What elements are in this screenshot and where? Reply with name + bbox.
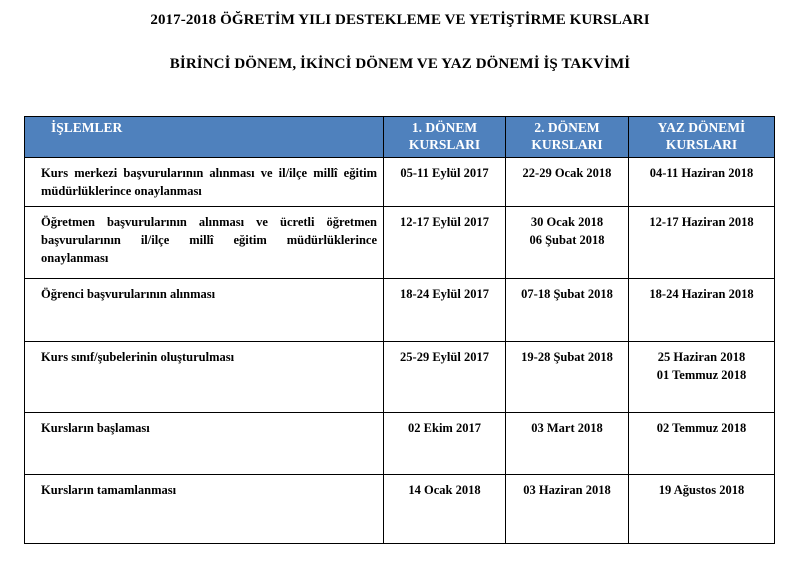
- header-row: [25, 117, 775, 158]
- donem1-date-cell: [384, 207, 506, 279]
- date-text: 18-24 Eylül 2017: [400, 287, 489, 301]
- donem2-date-cell: [506, 475, 629, 544]
- date-text: 19-28 Şubat 2018: [521, 350, 613, 364]
- date-text: 03 Haziran 2018: [523, 483, 611, 497]
- donem2-date-cell: [506, 413, 629, 475]
- operation-cell: Kursların başlaması: [25, 413, 384, 475]
- date-text: 25 Haziran 2018: [657, 350, 746, 364]
- yaz-date-cell: [629, 279, 775, 342]
- date-text: 01 Temmuz 2018: [656, 368, 747, 382]
- table-row: [25, 342, 775, 413]
- header-text: 1. DÖNEM: [411, 120, 478, 135]
- header-islemler: [25, 117, 384, 158]
- header-1-donem: [384, 117, 506, 158]
- table-row: [25, 475, 775, 544]
- donem1-date-cell: [384, 413, 506, 475]
- date-text: 07-18 Şubat 2018: [521, 287, 613, 301]
- yaz-date-cell: [629, 207, 775, 279]
- donem2-date-cell: [506, 158, 629, 207]
- table-row: [25, 207, 775, 279]
- operation-cell: Kurs sınıf/şubelerinin oluşturulması: [25, 342, 384, 413]
- operation-cell: Öğrenci başvurularının alınması: [25, 279, 384, 342]
- date-text: 12-17 Eylül 2017: [400, 215, 489, 229]
- date-text: 14 Ocak 2018: [408, 483, 481, 497]
- date-text: 03 Mart 2018: [531, 421, 603, 435]
- table-row: [25, 413, 775, 475]
- document-title: 2017-2018 ÖĞRETİM YILI DESTEKLEME VE YETİŞTİRME KURSLARI: [150, 12, 650, 28]
- donem2-date-cell: [506, 207, 629, 279]
- date-text: 22-29 Ocak 2018: [522, 166, 612, 180]
- header-2-donem: [506, 117, 629, 158]
- header-text: YAZ DÖNEMİ: [657, 120, 746, 135]
- header-text: KURSLARI: [408, 137, 481, 152]
- document-subtitle: BİRİNCİ DÖNEM, İKİNCİ DÖNEM VE YAZ DÖNEMİ İŞ TAKVİMİ: [169, 56, 631, 72]
- date-text: 19 Ağustos 2018: [658, 483, 745, 497]
- yaz-date-cell: [629, 158, 775, 207]
- donem2-date-cell: [506, 279, 629, 342]
- donem1-date-cell: [384, 342, 506, 413]
- date-text: 05-11 Eylül 2017: [400, 166, 489, 180]
- donem1-date-cell: [384, 279, 506, 342]
- header-text: İŞLEMLER: [51, 120, 123, 135]
- yaz-date-cell: [629, 475, 775, 544]
- donem1-date-cell: [384, 475, 506, 544]
- date-text: 02 Ekim 2017: [408, 421, 481, 435]
- operation-cell: Kursların tamamlanması: [25, 475, 384, 544]
- header-text: 2. DÖNEM: [534, 120, 600, 135]
- operation-cell: Öğretmen başvurularının alınması ve ücretli öğretmen başvurularının il/ilçe millî eğitim müdürlüklerince onaylanması: [25, 207, 384, 279]
- donem1-date-cell: [384, 158, 506, 207]
- date-text: 12-17 Haziran 2018: [649, 215, 754, 229]
- date-text: 02 Temmuz 2018: [656, 421, 747, 435]
- header-text: KURSLARI: [665, 137, 738, 152]
- yaz-date-cell: [629, 342, 775, 413]
- date-text: 04-11 Haziran 2018: [649, 166, 754, 180]
- date-text: 06 Şubat 2018: [529, 233, 605, 247]
- table-row: [25, 158, 775, 207]
- operation-cell: Kurs merkezi başvurularının alınması ve il/ilçe millî eğitim müdürlüklerince onaylanması: [25, 158, 384, 207]
- donem2-date-cell: [506, 342, 629, 413]
- table-body: [25, 158, 775, 544]
- date-text: 25-29 Eylül 2017: [400, 350, 489, 364]
- table-header: [25, 117, 775, 158]
- header-text: KURSLARI: [531, 137, 603, 152]
- header-yaz-donemi: [629, 117, 775, 158]
- date-text: 30 Ocak 2018: [530, 215, 604, 229]
- schedule-table: [24, 116, 775, 544]
- yaz-date-cell: [629, 413, 775, 475]
- date-text: 18-24 Haziran 2018: [649, 287, 754, 301]
- table-row: [25, 279, 775, 342]
